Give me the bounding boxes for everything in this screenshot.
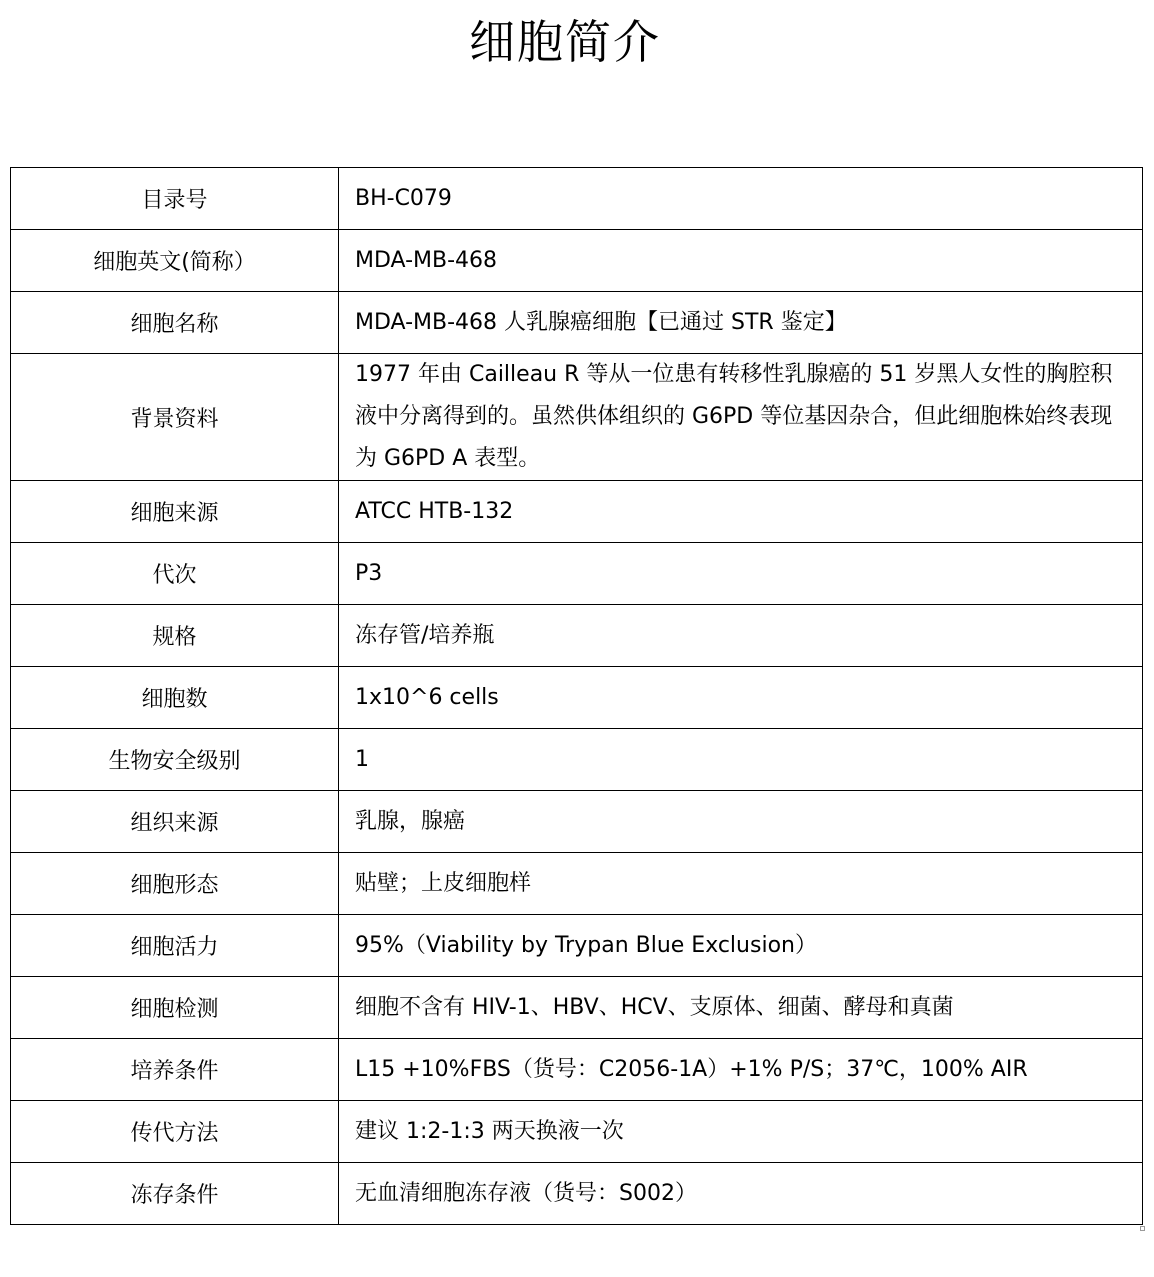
table-row-subculture-method bbox=[11, 1101, 1143, 1163]
row-label: 细胞英文(简称） bbox=[11, 230, 339, 292]
row-label: 细胞检测 bbox=[11, 977, 339, 1039]
row-value: L15 +10%FBS（货号：C2056-1A）+1% P/S；37℃，100% AIR bbox=[339, 1039, 1143, 1101]
table-row-catalog-number bbox=[11, 168, 1143, 230]
row-value: 建议 1:2-1:3 两天换液一次 bbox=[339, 1101, 1143, 1163]
page-title: 细胞简介 bbox=[469, 15, 661, 69]
row-label: 细胞来源 bbox=[11, 481, 339, 543]
table-row-biosafety-level bbox=[11, 729, 1143, 791]
row-value: 1x10^6 cells bbox=[339, 667, 1143, 729]
row-label: 代次 bbox=[11, 543, 339, 605]
row-label: 细胞活力 bbox=[11, 915, 339, 977]
table-row-freezing-conditions bbox=[11, 1163, 1143, 1225]
table-row-viability bbox=[11, 915, 1143, 977]
row-value: BH-C079 bbox=[339, 168, 1143, 230]
row-label: 细胞数 bbox=[11, 667, 339, 729]
row-value: 1 bbox=[339, 729, 1143, 791]
row-value: 乳腺，腺癌 bbox=[339, 791, 1143, 853]
table-row-passage bbox=[11, 543, 1143, 605]
row-label: 传代方法 bbox=[11, 1101, 339, 1163]
row-label: 背景资料 bbox=[11, 354, 339, 481]
table-row-specification bbox=[11, 605, 1143, 667]
row-label: 规格 bbox=[11, 605, 339, 667]
cell-info-table bbox=[10, 167, 1143, 1225]
row-value: ATCC HTB-132 bbox=[339, 481, 1143, 543]
row-label: 生物安全级别 bbox=[11, 729, 339, 791]
row-value: 95%（Viability by Trypan Blue Exclusion） bbox=[339, 915, 1143, 977]
row-label: 组织来源 bbox=[11, 791, 339, 853]
row-label: 冻存条件 bbox=[11, 1163, 339, 1225]
row-label: 目录号 bbox=[11, 168, 339, 230]
row-value: 细胞不含有 HIV-1、HBV、HCV、支原体、细菌、酵母和真菌 bbox=[339, 977, 1143, 1039]
table-row-tissue-source bbox=[11, 791, 1143, 853]
row-value: MDA-MB-468 bbox=[339, 230, 1143, 292]
row-label: 细胞形态 bbox=[11, 853, 339, 915]
table-row-cell-name bbox=[11, 292, 1143, 354]
table-row-cell-count bbox=[11, 667, 1143, 729]
row-label: 细胞名称 bbox=[11, 292, 339, 354]
table-resize-handle[interactable] bbox=[1140, 1226, 1145, 1231]
table-row-morphology bbox=[11, 853, 1143, 915]
table-row-testing bbox=[11, 977, 1143, 1039]
row-value: MDA-MB-468 人乳腺癌细胞【已通过 STR 鉴定】 bbox=[339, 292, 1143, 354]
table-row-english-name bbox=[11, 230, 1143, 292]
row-value: 1977 年由 Cailleau R 等从一位患有转移性乳腺癌的 51 岁黑人女性的胸腔积液中分离得到的。虽然供体组织的 G6PD 等位基因杂合，但此细胞株始终表现为 G6PD A 表型。 bbox=[339, 354, 1143, 481]
table-row-background bbox=[11, 354, 1143, 481]
row-label: 培养条件 bbox=[11, 1039, 339, 1101]
row-value: 冻存管/培养瓶 bbox=[339, 605, 1143, 667]
table-row-culture-conditions bbox=[11, 1039, 1143, 1101]
row-value: P3 bbox=[339, 543, 1143, 605]
row-value: 贴壁；上皮细胞样 bbox=[339, 853, 1143, 915]
row-value: 无血清细胞冻存液（货号：S002） bbox=[339, 1163, 1143, 1225]
table-row-source bbox=[11, 481, 1143, 543]
